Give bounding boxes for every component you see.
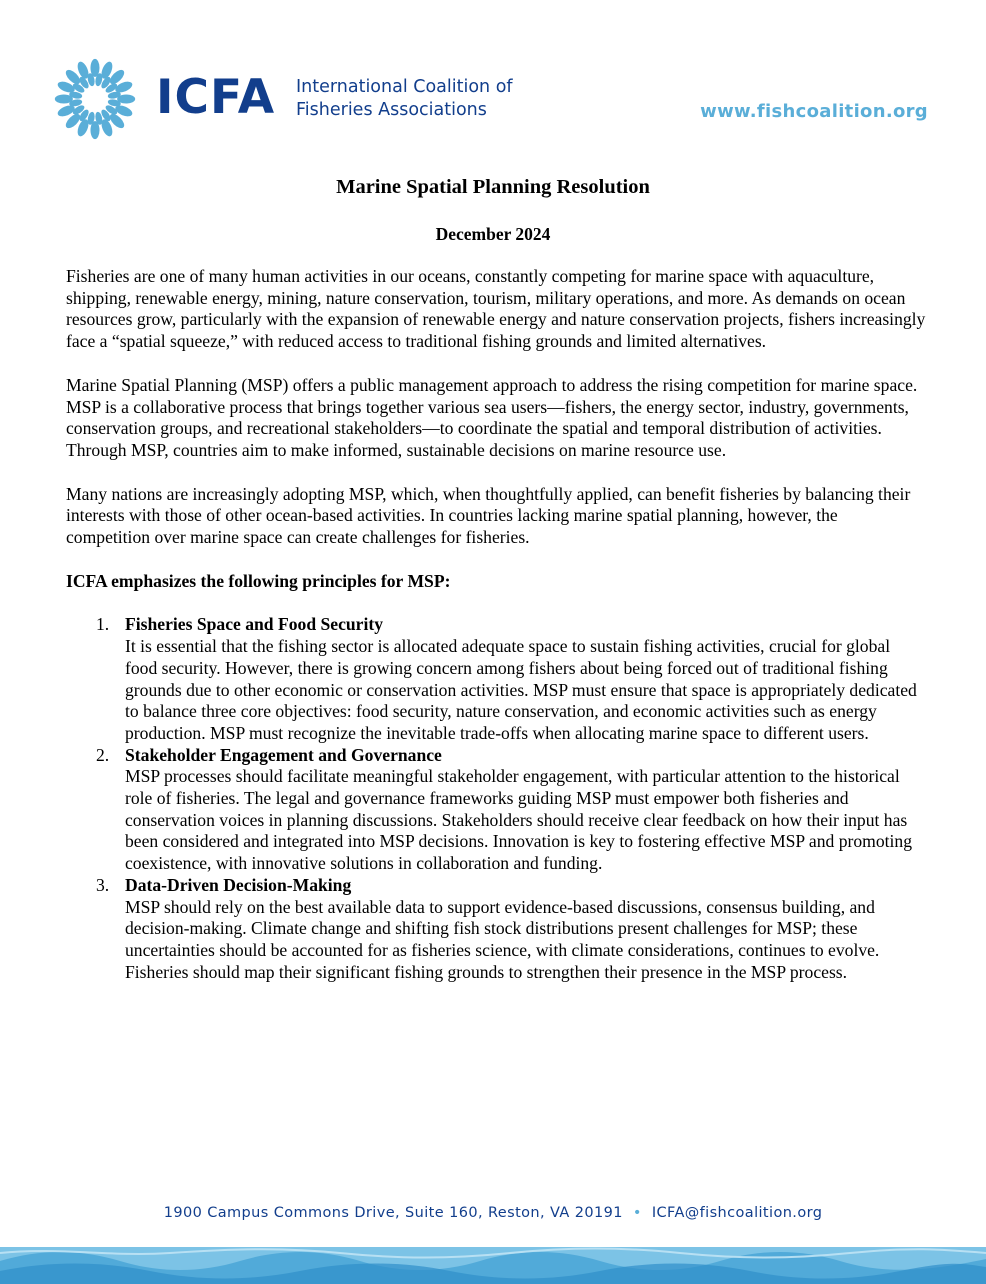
principle-item [66,614,926,744]
footer-email[interactable]: ICFA@fishcoalition.org [651,1205,823,1221]
footer-address: 1900 Campus Commons Drive, Suite 160, Reston, VA 20191 [163,1205,623,1221]
organization-name-line-2: Fisheries Associations [296,100,487,120]
principle-number: 2. [96,744,110,765]
icfa-logo-icon [54,58,136,140]
principle-title: Data-Driven Decision-Making [125,874,352,895]
principle-item [66,745,926,875]
principles-heading: ICFA emphasizes the following principles for MSP: [66,570,451,591]
document-body [66,266,926,983]
paragraph-1: Fisheries are one of many human activities in our oceans, constantly competing for marine space with aquaculture, shipping, renewable energy, mining, nature conservation, tourism, military operations, and more. As demands on ocean resources grow, particularly with the expansion of renewable energy and nature conservation projects, fishers increasingly face a “spatial squeeze,” with reduced access to traditional fishing grounds and limited alternatives. [66,266,926,352]
organization-name-line-1: International Coalition of [296,77,513,97]
principles-list [66,614,926,983]
footer-contact [0,1203,986,1223]
principle-text: MSP should rely on the best available data to support evidence-based discussions, consensus building, and decision-making. Climate change and shifting fish stock distributions present challenges for MSP; these uncertainties should be accounted for as fisheries science, with climate considerations, continues to evolve. Fisheries should map their significant fishing grounds to strengthen their presence in the MSP process. [125,896,880,982]
logo-acronym: ICFA [156,70,276,125]
document-title: Marine Spatial Planning Resolution [336,176,650,198]
paragraph-2: Marine Spatial Planning (MSP) offers a public management approach to address the rising competition for marine space. MSP is a collaborative process that brings together various sea users—fishers, the energy sector, industry, governments, conservation groups, and recreational stakeholders—to coordinate the spatial and temporal distribution of activities. Through MSP, countries aim to make informed, sustainable decisions on marine resource use. [66,374,918,460]
organization-name [296,76,536,122]
wave-pattern-decoration [0,1247,986,1284]
principle-title: Fisheries Space and Food Security [125,614,384,635]
letterhead [0,0,986,150]
website-link[interactable]: www.fishcoalition.org [700,101,928,122]
principle-item [66,875,926,984]
paragraph-3: Many nations are increasingly adopting MSP, which, when thoughtfully applied, can benefit fisheries by balancing their interests with those of other ocean-based activities. In countries lacking marine spatial planning, however, the competition over marine space can create challenges for fisheries. [66,483,911,548]
principle-number: 1. [96,614,110,635]
principle-title: Stakeholder Engagement and Governance [125,744,442,765]
document-date: December 2024 [435,224,551,244]
principle-text: It is essential that the fishing sector is allocated adequate space to sustain fishing activities, crucial for global food security. However, there is growing concern among fishers about being forced out of traditional fishing grounds due to other economic or conservation activities. MSP must ensure that space is appropriately dedicated to balance three core objectives: food security, nature conservation, and economic activities such as energy production. MSP must recognize the inevitable trade-offs when allocating marine space to different users. [125,636,917,743]
principle-number: 3. [96,874,110,895]
principle-text: MSP processes should facilitate meaningful stakeholder engagement, with particular attention to the historical role of fisheries. The legal and governance frameworks guiding MSP must empower both fisheries and conservation voices in planning discussions. Stakeholders should receive clear feedback on how their input has been considered and integrated into MSP decisions. Innovation is key to fostering effective MSP and promoting coexistence, with innovative solutions in collaboration and funding. [125,766,913,874]
footer-separator: • [632,1205,642,1221]
